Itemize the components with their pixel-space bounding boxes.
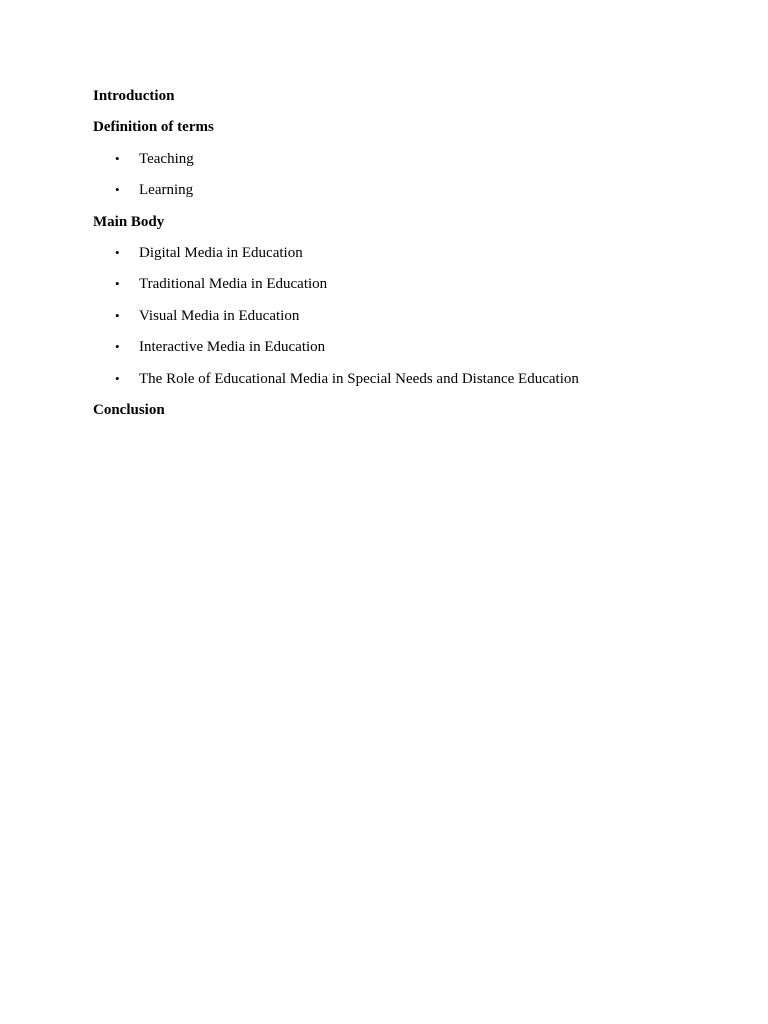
- list-item: [93, 149, 693, 180]
- list-item-text: Traditional Media in Education: [139, 276, 328, 293]
- list-item: [93, 243, 693, 274]
- document-page: [93, 86, 693, 431]
- list-item-text: The Role of Educational Media in Special Needs and Distance Education: [139, 370, 579, 387]
- list-item-text: Teaching: [139, 150, 194, 167]
- list-item-text: Digital Media in Education: [139, 244, 303, 261]
- list-item: [93, 306, 693, 337]
- list-item: [93, 337, 693, 368]
- section-heading-definition-of-terms: Definition of terms: [93, 119, 214, 136]
- bullet-icon: •: [115, 182, 120, 198]
- list-item: [93, 180, 693, 211]
- section-heading-conclusion: Conclusion: [93, 401, 165, 418]
- list-item-text: Learning: [139, 182, 194, 199]
- list-item: [93, 369, 693, 400]
- bullet-icon: •: [115, 244, 120, 260]
- list-item: [93, 274, 693, 305]
- list-item-text: Interactive Media in Education: [139, 339, 326, 356]
- bullet-icon: •: [115, 370, 120, 386]
- bullet-icon: •: [115, 276, 120, 292]
- bullet-icon: •: [115, 150, 120, 166]
- bullet-icon: •: [115, 307, 120, 323]
- list-item-text: Visual Media in Education: [139, 307, 300, 324]
- section-heading-main-body: Main Body: [93, 213, 165, 230]
- section-heading-introduction: Introduction: [93, 88, 175, 104]
- bullet-icon: •: [115, 339, 120, 355]
